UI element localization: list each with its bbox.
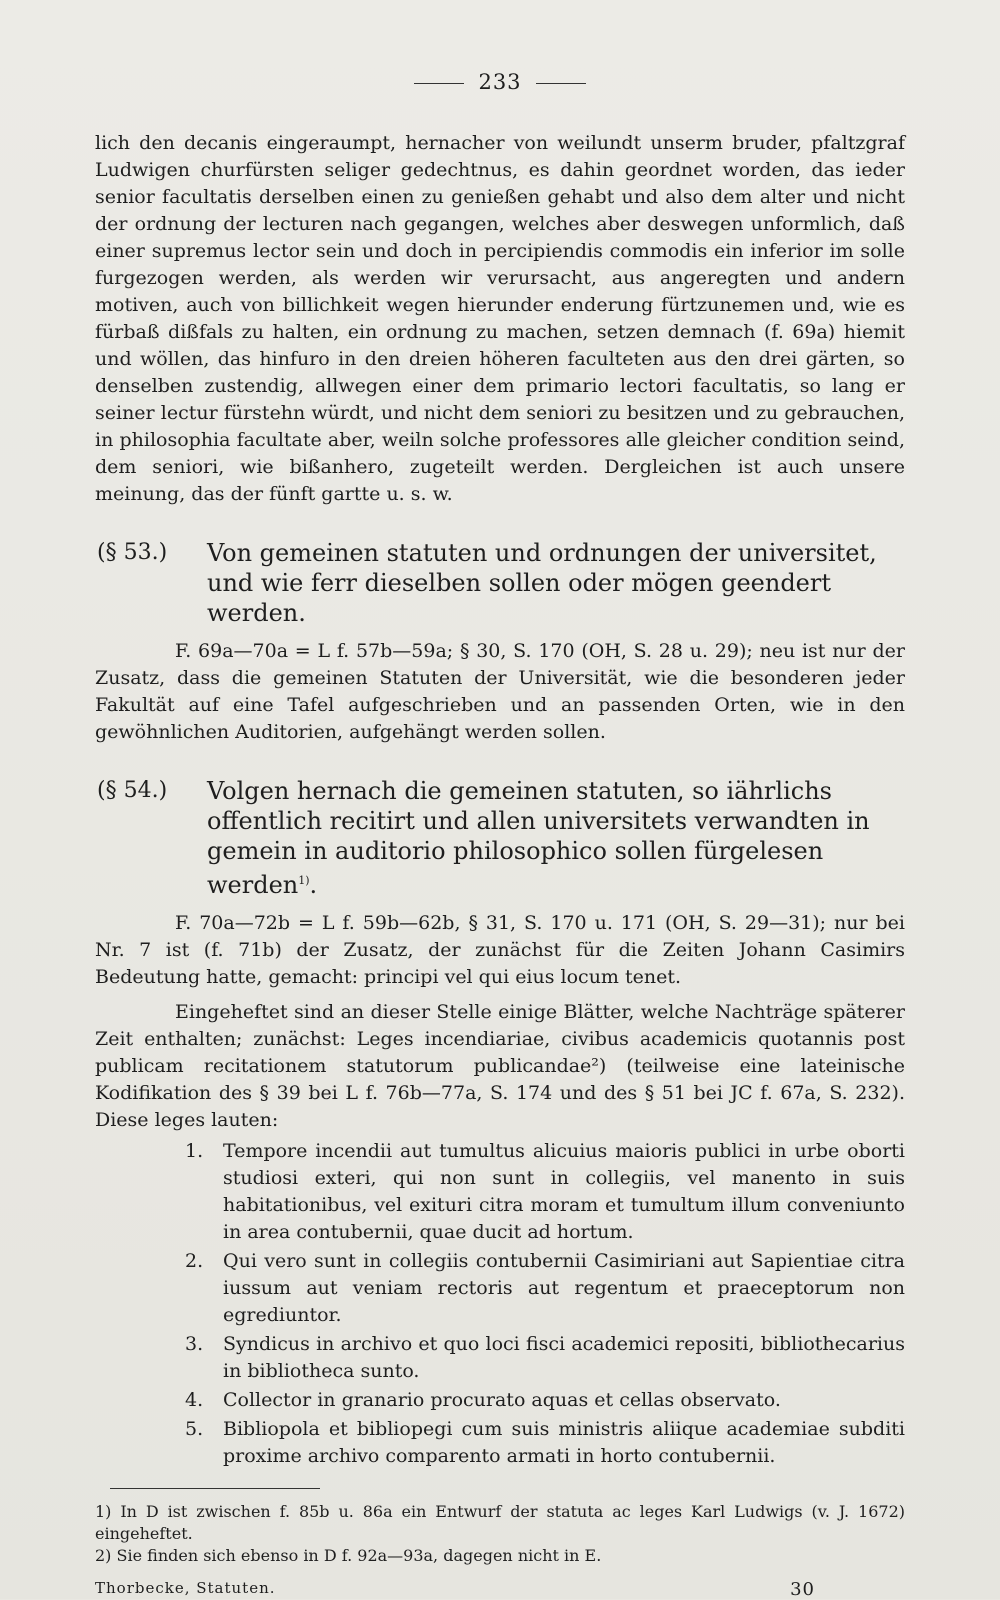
section-54-title: Volgen hernach die gemeinen statuten, so iährlichs offentlich recitirt und allen universitets verwandten in gemein in auditorio philosophico sollen fürgelesen werden <box>207 777 870 899</box>
list-item-text: Bibliopola et bibliopegi cum suis ministris aliique academiae subditi proxime archivo comparento armati in horto contubernii. <box>223 1418 905 1467</box>
list-item <box>185 1387 905 1414</box>
section-54-title-wrap: Volgen hernach die gemeinen statuten, so iährlichs offentlich recitirt und allen universitets verwandten in gemein in auditorio philosophico sollen fürgelesen werden$^{1)}$. <box>207 777 870 899</box>
list-item-text: Tempore incendii aut tumultus alicuius maioris publici in urbe oborti studiosi exteri, qui non sunt in collegiis, vel manento in suis habitationibus, vel exituri citra moram et tumultum illum conveniunto in area contubernii, quae ducit ad hortum. <box>223 1140 905 1243</box>
section-53-number: (§ 53.) <box>97 540 168 565</box>
list-item <box>185 1416 905 1470</box>
page-number-header <box>95 70 905 94</box>
list-item-text: Qui vero sunt in collegiis contubernii Casimiriani aut Sapientiae citra iussum aut veniam rectoris aut regentum et praeceptorum non egrediuntor. <box>223 1250 905 1326</box>
list-item-text: Collector in granario procurato aquas et cellas observato. <box>223 1389 781 1411</box>
opening-paragraph: lich den decanis eingeraumpt, hernacher von weilundt unserm bruder, pfaltzgraf Ludwigen churfürsten seliger gedechtnus, es dahin geordnet worden, das ieder senior facultatis derselben einen zu genießen gehabt und also dem alter und nicht der ordnung der lecturen nach gegangen, welches aber deswegen unformlich, daß einer supremus lector sein und doch in percipiendis commodis ein inferior im solle furgezogen werden, als werden wir verursacht, aus angeregten und andern motiven, auch von billichkeit wegen hierunder enderung fürtzunemen und, wie es fürbaß dißfals zu halten, ein ordnung zu machen, setzen demnach (f. 69a) hiemit und wöllen, das hinfuro in den dreien höheren faculteten aus den drei gärten, so denselben zustendig, allwegen einer dem primario lectori facultatis, so lang er seiner lectur fürstehn würdt, und nicht dem seniori zu besitzen und zu gebrauchen, in philosophia facultate aber, weiln solche professores alle gleicher condition seind, dem seniori, wie bißanhero, zugeteilt werden. Dergleichen ist auch unsere meinung, das der fünft gartte u. s. w. <box>95 132 905 505</box>
section-53-title: Von gemeinen statuten und ordnungen der universitet, und wie ferr dieselben sollen oder mögen geendert werden. <box>207 539 877 627</box>
list-item-number: 1. <box>185 1140 204 1162</box>
page-number-dash-left <box>414 83 464 84</box>
section-54-note: F. 70a—72b = L f. 59b—62b, § 31, S. 170 u. 171 (OH, S. 29—31); nur bei Nr. 7 ist (f. 71b) der Zusatz, der zunächst für die Zeiten Johann Casimirs Bedeutung hatte, gemacht: principi vel qui eius locum tenet. <box>95 912 905 988</box>
section-54-inserted-text: Eingeheftet sind an dieser Stelle einige Blätter, welche Nachträge späterer Zeit enthalten; zunächst: Leges incendiariae, civibus academicis quotannis post publicam recitationem statutorum publicandae²) (teilweise eine lateinische Kodifikation des § 39 bei L f. 76b—77a, S. 174 und des § 51 bei JC f. 67a, S. 232). Diese leges lauten: <box>95 1001 905 1131</box>
footnote-divider <box>110 1488 320 1489</box>
list-item-number: 5. <box>185 1418 204 1440</box>
section-54-number: (§ 54.) <box>97 778 168 803</box>
list-item-number: 2. <box>185 1250 204 1272</box>
section-53-note: F. 69a—70a = L f. 57b—59a; § 30, S. 170 (OH, S. 28 u. 29); neu ist nur der Zusatz, dass die gemeinen Statuten der Universität, wie die besonderen jeder Fakultät auf eine Tafel aufgeschrieben und an passenden Orten, wie in den gewöhnlichen Auditorien, aufgehängt werden sollen. <box>95 640 905 743</box>
section-54-heading <box>95 776 905 900</box>
list-item <box>185 1248 905 1329</box>
page-number: 233 <box>478 70 522 94</box>
footer-book-title: Thorbecke, Statuten. <box>95 1579 276 1597</box>
page-footer <box>95 1579 905 1600</box>
list-item-number: 3. <box>185 1333 204 1355</box>
leges-list <box>95 1138 905 1470</box>
page-number-dash-right <box>536 83 586 84</box>
list-item-text: Syndicus in archivo et quo loci fisci academici repositi, bibliothecarius in bibliotheca sunto. <box>223 1333 905 1382</box>
list-item <box>185 1331 905 1385</box>
footer-signature: 30 <box>790 1579 815 1600</box>
section-53-heading <box>95 538 905 628</box>
list-item <box>185 1138 905 1246</box>
list-item-number: 4. <box>185 1389 204 1411</box>
footnote-2: 2) Sie finden sich ebenso in D f. 92a—93a, dagegen nicht in E. <box>95 1546 602 1565</box>
section-54-footnote-mark: 1) <box>298 874 310 887</box>
footnote-1: 1) In D ist zwischen f. 85b u. 86a ein Entwurf der statuta ac leges Karl Ludwigs (v. J. 1672) eingeheftet. <box>95 1502 905 1543</box>
